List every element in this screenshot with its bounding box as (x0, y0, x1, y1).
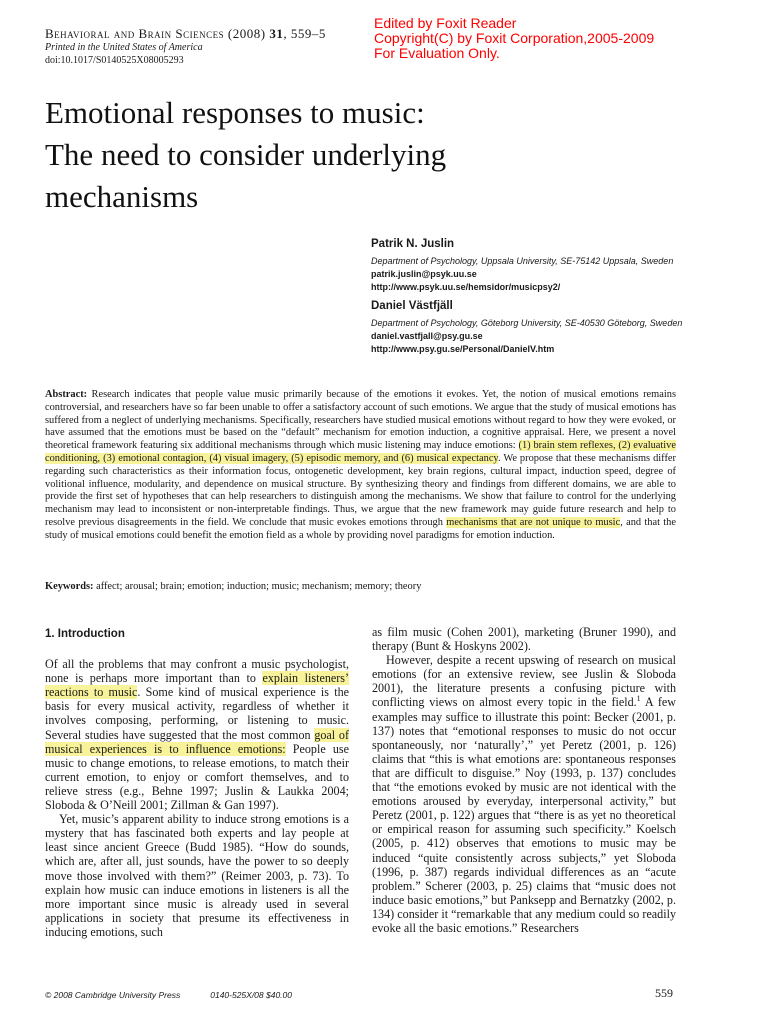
author-affiliation: Department of Psychology, Göteborg University, SE-40530 Göteborg, Sweden (371, 318, 683, 328)
journal-name: Behavioral and Brain Sciences (45, 26, 225, 41)
intro-paragraph-1 (45, 657, 349, 812)
right-column (372, 625, 676, 935)
highlight-text: goal of musical experiences is to influence emotions: (45, 727, 349, 756)
paragraph-text: A few examples may suffice to illustrate this point: Becker (2001, p. 137) notes that “emotional responses to music do not occur spontaneously, nor ‘naturally’,” yet Peretz (2001, p. 126) claims that “this is what emotions are: spontaneous responses that are difficult to disguise.” Noy (1993, p. 137) concludes that “the emotions evoked by music are not identical with the emotions aroused by everyday, interpersonal activity,” but Peretz (2001, p. 122) argues that “there is as yet no theoretical or empirical reason for assuming such specificity.” Koelsch (2005, p. 412) observes that emotions to music may be induced “quite consistently across subjects,” yet Sloboda (1996, p. 387) regards individual differences as an “acute problem.” Scherer (2003, p. 25) claims that “music does not induce basic emotions,” but Panksepp and Bernatzky (2002, p. 134) consider it “remarkable that any medium could so readily evoke all the basic emotions.” Researchers (372, 695, 676, 935)
abstract-text-2: . We propose that these mechanisms differ regarding such characteristics as their information focus, ontogenetic development, key brain regions, cultural impact, induction speed, degree of volitional influence, modularity, and dependence on musical structure. By synthesizing theory and findings from different domains, we are able to provide the first set of hypotheses that can help researchers to distinguish among the mechanisms. We show that failure to control for the underlying mechanism may lead to inconsistent or non-interpretable findings. Thus, we argue that the new framework may guide future research and help to resolve previous disagreements in the field. We conclude that music evokes emotions through (45, 452, 676, 528)
keywords (45, 580, 676, 593)
author-block-1 (371, 238, 741, 294)
abstract-text-3: , and that the study of musical emotions could benefit the emotion field as a whole by providing novel paradigms for emotion induction. (45, 516, 676, 541)
paragraph-text: People use music to change emotions, to release emotions, to match their current emotion, to enjoy or comfort themselves, and to relieve stress (e.g., Behne 1997; Juslin & Laukka 2004; Sloboda & O’Neill 2001; Zillman & Gan 1997). (45, 741, 349, 813)
author-name: Daniel Västfjäll (371, 300, 453, 312)
keywords-text: affect; arousal; brain; emotion; induction; music; mechanism; memory; theory (93, 581, 422, 592)
paragraph-text: However, despite a recent upswing of research on musical emotions (for an extensive review, see Juslin & Sloboda 2001), the literature presents a confusing picture with conflicting views on almost every topic in the field. (372, 653, 676, 710)
watermark-line-2: Copyright(C) by Foxit Corporation,2005-2009 (374, 30, 655, 46)
intro-paragraph-4 (372, 653, 676, 935)
footnote-marker[interactable]: 1 (636, 694, 641, 704)
keywords-label: Keywords: (45, 581, 94, 592)
foxit-watermark (374, 16, 654, 61)
author-block-2 (371, 300, 741, 356)
title-line-1: Emotional responses to music: (45, 95, 425, 130)
paragraph-text: Of all the problems that may confront a music psychologist, none is perhaps more important than to (45, 657, 349, 686)
abstract-highlight-1: (1) brain stem reflexes, (2) evaluative conditioning, (3) emotional contagion, (4) visual imagery, (5) episodic memory, and (6) musical expectancy (45, 440, 676, 464)
watermark-line-1: Edited by Foxit Reader (374, 15, 517, 31)
abstract-highlight-2: mechanisms that are not unique to music (446, 516, 621, 528)
author-affiliation: Department of Psychology, Uppsala University, SE-75142 Uppsala, Sweden (371, 256, 674, 266)
issn-text: 0140-525X/08 $40.00 (210, 990, 293, 1000)
left-column (45, 625, 349, 939)
author-email[interactable]: daniel.vastfjall@psy.gu.se (371, 331, 483, 341)
journal-year: (2008) (227, 26, 266, 41)
title-line-2: The need to consider underlying (45, 137, 447, 172)
doi: doi:10.1017/S0140525X08005293 (45, 55, 184, 66)
author-url[interactable]: http://www.psyk.uu.se/hemsidor/musicpsy2/ (371, 282, 561, 292)
intro-paragraph-2: Yet, music’s apparent ability to induce strong emotions is a mystery that has fascinated both experts and lay people at least since ancient Greece (Budd 1985). “How do sounds, which are, after all, just sounds, have the power to so deeply move those involved with them?” (Reimer 2003, p. 73). To explain how music can induce emotions in listeners is all the more important since music is already used in several applications in society that presume its effectiveness in inducing emotions, such (45, 812, 349, 939)
page-number: 559 (655, 986, 673, 1000)
journal-pages: , 559–5 (283, 26, 326, 41)
journal-volume: 31 (269, 26, 284, 41)
journal-header (45, 26, 326, 42)
author-email[interactable]: patrik.juslin@psyk.uu.se (371, 269, 477, 279)
highlight-text: explain listeners’ reactions to music (45, 671, 349, 700)
author-url[interactable]: http://www.psy.gu.se/Personal/DanielV.htm (371, 344, 555, 354)
intro-paragraph-3: as film music (Cohen 2001), marketing (Bruner 1990), and therapy (Bunt & Hoskyns 2002). (372, 625, 676, 654)
abstract-label: Abstract: (45, 389, 88, 400)
title-line-3: mechanisms (45, 179, 199, 214)
printed-note: Printed in the United States of America (45, 42, 203, 53)
paragraph-text: . Some kind of musical experience is the basis for every musical activity, regardless of whether it involves composing, performing, or listening to music. Several studies have suggested that the most common (45, 685, 349, 742)
author-name: Patrik N. Juslin (371, 238, 455, 250)
abstract-text-1: Research indicates that people value music primarily because of the emotions it evokes. Yet, the notion of musical emotions remains controversial, and researchers have so far been unable to offer a satisfactory account of such emotions. We argue that the study of musical emotions has suffered from a neglect of underlying mechanisms. Specifically, researchers have studied musical emotions without regard to how they were evoked, or have assumed that the emotions must be based on the “default” mechanism for emotion induction, a cognitive appraisal. Here, we present a novel theoretical framework featuring six additional mechanisms through which music listening may induce emotions: (45, 389, 676, 452)
abstract (45, 389, 676, 543)
paper-title (45, 92, 565, 218)
footer-left (45, 990, 292, 1000)
watermark-line-3: For Evaluation Only. (374, 45, 500, 61)
section-heading: 1. Introduction (45, 628, 125, 640)
copyright-text: © 2008 Cambridge University Press (45, 990, 181, 1000)
